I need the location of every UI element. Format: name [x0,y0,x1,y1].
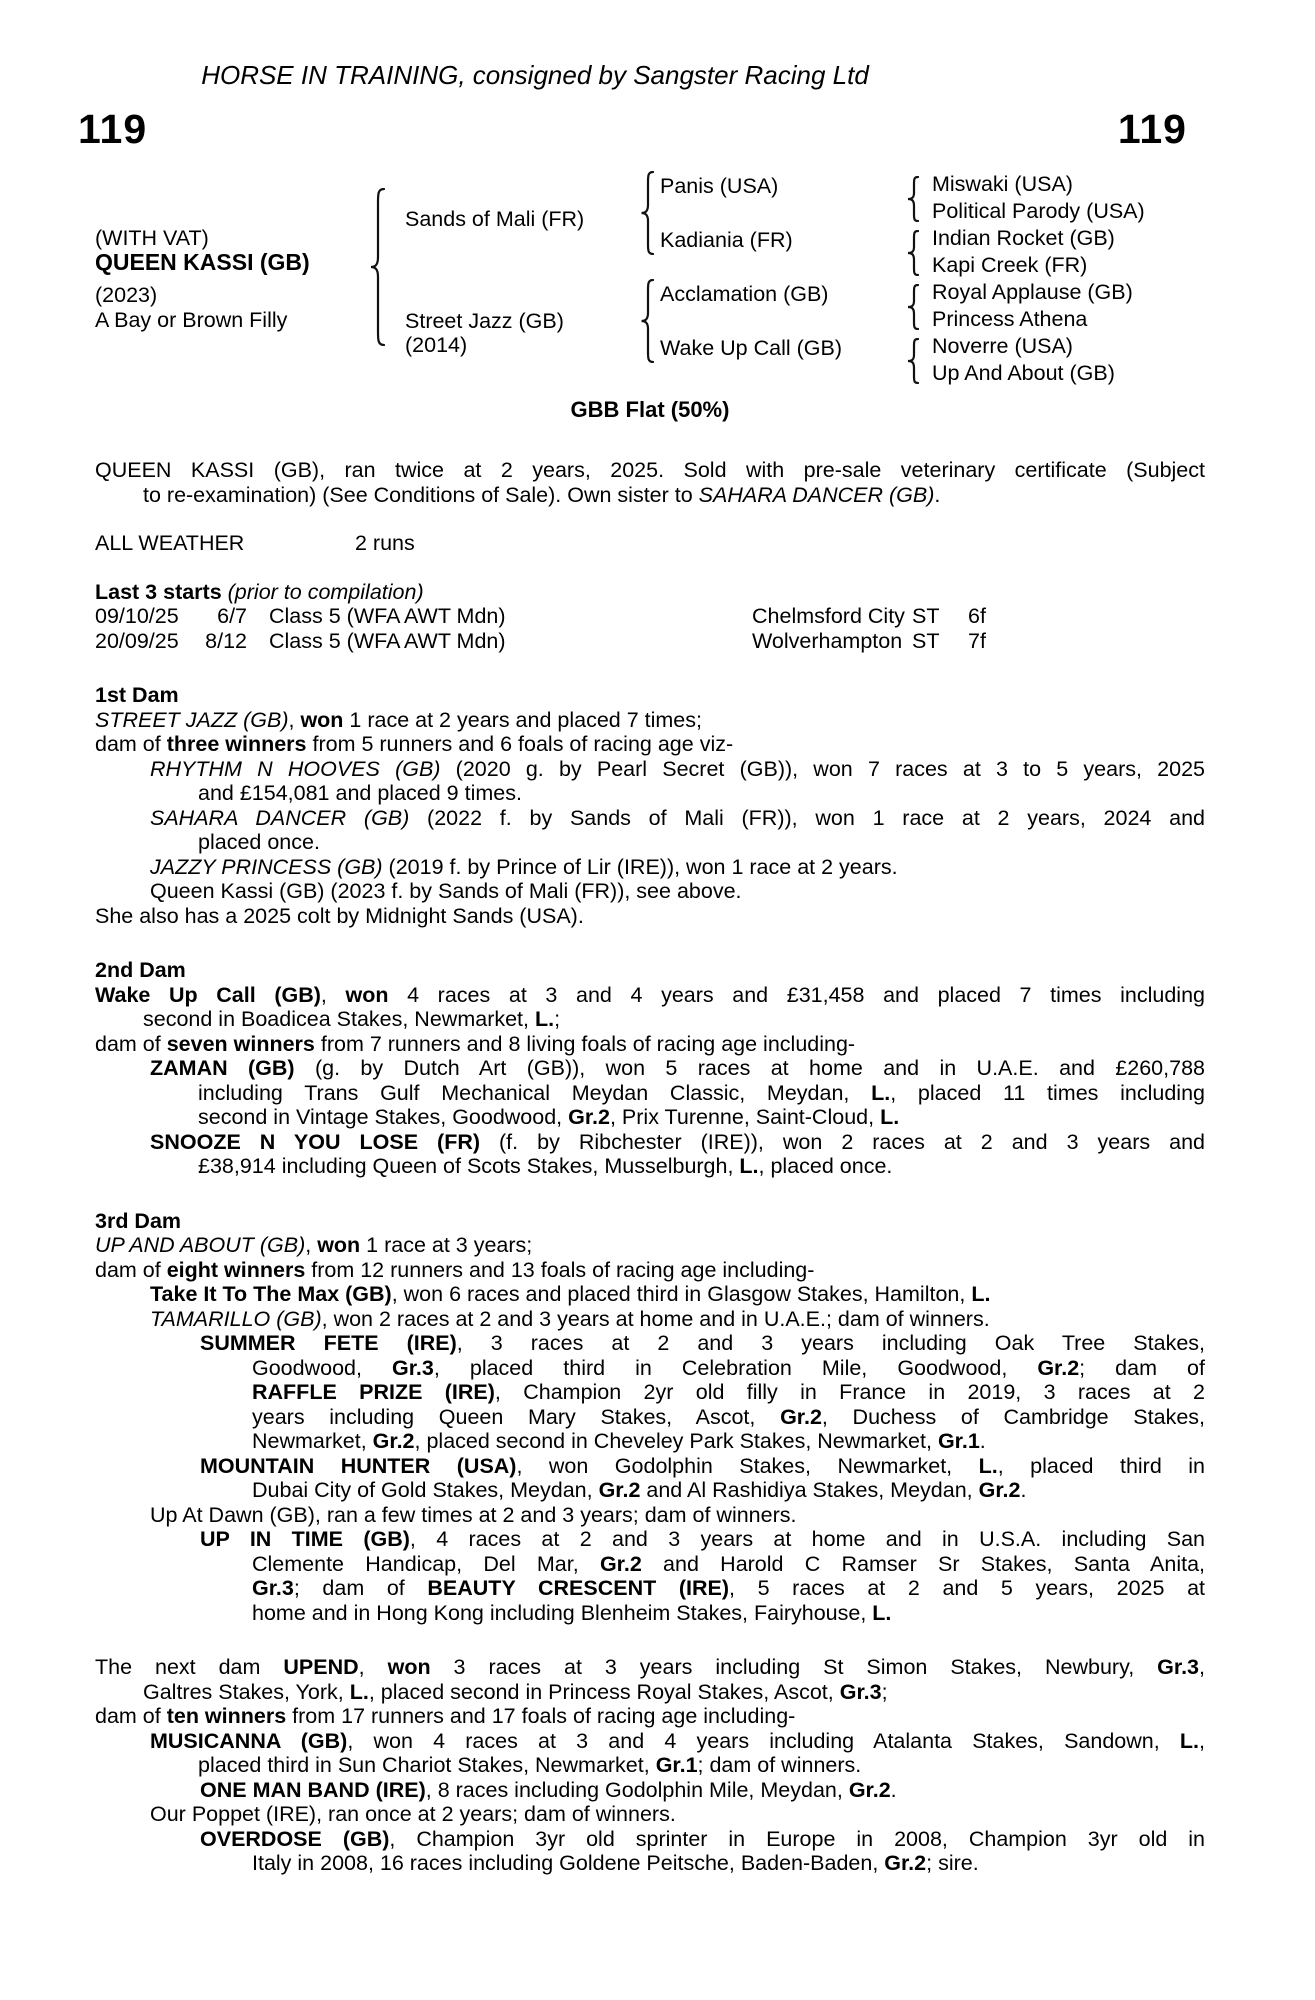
text-run: ; dam of winners. [697,1753,862,1777]
text-line [150,757,1205,782]
text-line [252,1601,1205,1626]
text-run: Clemente Handicap, Del Mar, [252,1551,600,1576]
text-run: eight winners [166,1257,306,1282]
text-run: The next dam [95,1655,284,1679]
text-run: (2019 f. by Prince of Lir (IRE)), won 1 race at 2 years. [382,854,898,879]
text-run: , won 2 races at 2 and 3 years at home and in U.A.E.; dam of winners. [321,1306,990,1331]
text-run: OVERDOSE (GB) [200,1826,390,1851]
granddam-paternal: Kadiania (FR) [660,228,793,252]
text-run: from 5 runners and 6 foals of racing age viz- [306,732,734,756]
text-run: from 7 runners and 8 living foals of racing age including- [314,1031,856,1056]
text-line [150,1802,1205,1827]
text-run: , [288,707,301,732]
text-run: 1 race at 3 years; [360,1233,533,1257]
text-run: , Duchess of Cambridge Stakes, [821,1404,1206,1429]
text-line [95,1258,1205,1283]
text-run: 1 race at 2 years and placed 7 times; [343,707,702,732]
paragraph [95,1704,1205,1729]
text-run: She also has a 2025 colt by Midnight Sands (USA). [95,903,584,928]
paragraph [95,983,1205,1032]
text-run: , [320,982,346,1007]
paragraph [95,1032,1205,1057]
paragraph [95,1655,1205,1704]
text-run: , [1199,1728,1205,1753]
text-line [95,1233,1205,1258]
intro-block [95,458,1205,507]
race-position: 8/12 [205,628,247,653]
text-run: SUMMER FETE (IRE) [200,1331,457,1355]
paragraph [95,708,1205,733]
text-run: (g. by Dutch Art (GB)), won 5 races at home and in U.A.E. and £260,788 [294,1056,1205,1080]
text-run: £38,914 including Queen of Scots Stakes, Musselburgh, [198,1154,740,1178]
text-run: . [934,482,941,507]
text-run: UPEND [283,1655,359,1679]
text-line [198,830,1205,855]
race-date: 20/09/25 [95,628,179,653]
text-run: RHYTHM N HOOVES (GB) [150,756,441,781]
text-run: ; sire. [926,1851,979,1875]
paragraph [95,458,1205,507]
race-position: 6/7 [217,604,247,628]
text-run: Queen Kassi (GB) (2023 f. by Sands of Mali (FR)), see above. [150,879,742,903]
text-run: from 17 runners and 17 foals of racing age including- [286,1704,796,1728]
text-line [200,1331,1205,1356]
text-run: TAMARILLO (GB) [150,1306,322,1331]
page-body [95,458,1205,1876]
text-run: ; [881,1679,888,1704]
text-run: ; dam of [293,1576,428,1600]
text-run: ZAMAN (GB) [150,1056,295,1080]
race-course: Wolverhampton [752,628,903,653]
text-run: (f. by Ribchester (IRE)), won 2 races at 2 and 3 years and [480,1129,1205,1154]
paragraph [95,732,1205,757]
race-course: Chelmsford City [752,604,905,628]
lot-number-right: 119 [1117,106,1187,152]
paragraph [95,1056,1205,1130]
text-run: , placed second in Cheveley Park Stakes, Newmarket, [414,1429,938,1453]
paragraph [95,1827,1205,1876]
pedigree-section [95,958,1205,1179]
race-surface: ST [912,628,940,653]
text-run: to re-examination) (See Conditions of Sale). Own sister to [143,482,699,507]
text-run: won [345,982,389,1007]
race-record-title [95,580,1205,605]
text-run: , Champion 2yr old filly in France in 2019, 3 races at 2 [494,1380,1205,1404]
text-run: , won 4 races at 3 and 4 years including Atalanta Stakes, Sandown, [347,1728,1180,1753]
compilation-note: (prior to compilation) [221,579,424,604]
text-line [95,983,1205,1008]
text-line [252,1380,1205,1405]
granddam-maternal: Wake Up Call (GB) [660,336,842,360]
text-run: L. [534,1007,555,1031]
text-run: home and in Hong Kong including Blenheim Stakes, Fairyhouse, [252,1600,873,1625]
paragraph [95,1729,1205,1778]
text-run: Gr.2 [978,1478,1021,1502]
text-line [150,1307,1205,1332]
text-run: , 3 races at 2 and 3 years including Oak Tree Stakes, [456,1331,1206,1355]
text-run: BEAUTY CRESCENT (IRE) [427,1576,730,1600]
paragraph [95,1331,1205,1454]
text-run: UP IN TIME (GB) [200,1527,410,1551]
foaling-year: (2023) [95,283,158,307]
paragraph [95,806,1205,855]
text-run: ONE MAN BAND (IRE) [200,1777,426,1802]
text-line [143,483,1205,508]
text-run: Gr.3 [392,1355,434,1380]
text-run: second in Boadicea Stakes, Newmarket, [143,1007,535,1031]
text-line [200,1454,1205,1479]
text-run: Gr.3 [839,1679,882,1704]
great-grandparent: Up And About (GB) [932,361,1115,385]
text-run: placed once. [198,830,320,854]
text-line [150,806,1205,831]
text-run: Dubai City of Gold Stakes, Meydan, [252,1478,599,1502]
text-run: L. [871,1080,891,1105]
section-heading: 2nd Dam [95,958,186,982]
paragraph [95,1130,1205,1179]
text-run: SAHARA DANCER (GB) [698,482,935,507]
text-run: , placed third in [997,1453,1205,1478]
pedigree-section [95,1209,1205,1626]
last-starts-label: Last 3 starts [95,579,222,604]
text-line [150,1729,1205,1754]
text-run: dam of [95,1031,167,1056]
text-run: placed third in Sun Chariot Stakes, Newmarket, [198,1753,656,1777]
pedigree-brace-gg4 [906,338,922,384]
paragraph [95,1802,1205,1827]
lot-number-left: 119 [78,106,148,152]
horse-name: QUEEN KASSI (GB) [95,249,310,275]
text-line [150,855,1205,880]
text-run: years including Queen Mary Stakes, Ascot, [252,1404,781,1429]
text-run: and Harold C Ramser Sr Stakes, Santa Anita, [641,1551,1206,1576]
text-run: Italy in 2008, 16 races including Goldene Peitsche, Baden-Baden, [252,1851,885,1875]
text-run: JAZZY PRINCESS (GB) [150,854,383,879]
text-run: Gr.2 [599,1551,642,1576]
text-line [95,1032,1205,1057]
paragraph [95,1778,1205,1803]
text-run: from 12 runners and 13 foals of racing age including- [305,1257,815,1282]
text-run: Gr.3 [252,1576,294,1600]
text-run: Gr.2 [848,1777,891,1802]
text-run: . [979,1429,986,1453]
text-line [150,879,1205,904]
text-line [252,1429,1205,1454]
text-line [252,1552,1205,1577]
paragraph [95,855,1205,880]
paragraph [95,879,1205,904]
text-run: , 4 races at 2 and 3 years at home and in U.S.A. including San [409,1527,1205,1551]
text-run: , placed 11 times including [890,1080,1205,1105]
text-line [143,1680,1205,1705]
text-run: Newmarket, [252,1429,373,1453]
text-run: dam of [95,732,167,756]
text-line [252,1356,1205,1381]
runs-count: 2 runs [355,531,415,555]
pedigree-brace-gg2 [906,230,922,276]
text-line [198,1081,1205,1106]
text-run: won [317,1233,361,1257]
race-row [95,604,1205,629]
sire-name: Sands of Mali (FR) [405,207,585,231]
race-distance: 7f [968,628,986,653]
text-run: , [358,1655,388,1679]
paragraph [95,1258,1205,1283]
paragraph [95,1503,1205,1528]
text-run: and £154,081 and placed 9 times. [198,781,522,805]
text-run: Gr.1 [937,1429,980,1453]
text-run: Gr.2 [780,1404,822,1429]
text-line [252,1851,1205,1876]
text-run: (2020 g. by Pearl Secret (GB)), won 7 races at 3 to 5 years, 2025 [440,756,1206,781]
dam-name: Street Jazz (GB) [405,309,564,333]
text-line [95,732,1205,757]
text-run: L. [872,1600,892,1625]
paragraph [95,1307,1205,1332]
text-run: L. [978,1453,998,1478]
text-run: ; [554,1007,561,1031]
text-line [95,458,1205,483]
text-line [198,1154,1205,1179]
text-run: , 5 races at 2 and 5 years, 2025 at [729,1576,1205,1600]
text-run: (2022 f. by Sands of Mali (FR)), won 1 race at 2 years, 2024 and [409,805,1206,830]
text-run: SAHARA DANCER (GB) [150,805,410,830]
text-run: . [890,1777,897,1802]
great-grandparent: Princess Athena [932,307,1088,331]
pedigree-brace-gg3 [906,284,922,330]
text-run: Take It To The Max (GB) [150,1282,392,1306]
text-line [150,1282,1205,1307]
text-line [150,1130,1205,1155]
pedigree-section [95,1655,1205,1876]
text-line [95,708,1205,733]
text-run: Gr.2 [568,1105,610,1129]
text-run: seven winners [166,1031,315,1056]
horse-description: A Bay or Brown Filly [95,308,288,332]
text-line [252,1576,1205,1601]
pedigree-brace-sire [640,171,656,255]
text-run: Galtres Stakes, York, [143,1679,350,1704]
paragraph [95,1233,1205,1258]
text-line [143,1007,1205,1032]
text-run: Gr.1 [655,1753,698,1777]
text-run: SNOOZE N YOU LOSE (FR) [150,1129,481,1154]
great-grandparent: Noverre (USA) [932,334,1073,358]
surface-label: ALL WEATHER [95,531,245,555]
race-class: Class 5 (WFA AWT Mdn) [269,628,506,653]
dam-year: (2014) [405,333,468,357]
text-line [198,1105,1205,1130]
text-line [252,1405,1205,1430]
text-run: Wake Up Call (GB) [95,982,321,1007]
text-line [150,1056,1205,1081]
text-run: , [305,1233,318,1257]
text-line [200,1778,1205,1803]
text-run: three winners [166,732,307,756]
text-run: Up At Dawn (GB), ran a few times at 2 and 3 years; dam of winners. [150,1502,797,1527]
great-grandparent: Kapi Creek (FR) [932,253,1088,277]
page-header: HORSE IN TRAINING, consigned by Sangster Racing Ltd [201,60,869,90]
race-row [95,629,1205,654]
paragraph [95,1527,1205,1625]
text-line [150,1503,1205,1528]
pedigree-brace-main [370,188,386,346]
text-line [200,1827,1205,1852]
text-line [95,1704,1205,1729]
text-run: UP AND ABOUT (GB) [95,1233,306,1257]
text-run: dam of [95,1257,167,1282]
text-line [252,1478,1205,1503]
pedigree-brace-gg1 [906,176,922,222]
text-run: and Al Rashidiya Stakes, Meydan, [640,1478,979,1502]
text-run: , Champion 3yr old sprinter in Europe in 2008, Champion 3yr old in [389,1826,1205,1851]
text-line [95,904,1205,929]
text-run: , placed third in Celebration Mile, Goodwood, [433,1355,1038,1380]
text-run: ten winners [166,1704,287,1728]
text-run: Gr.3 [1157,1655,1200,1679]
race-distance: 6f [968,604,986,628]
pedigree-section [95,683,1205,928]
text-run: dam of [95,1704,167,1728]
text-line [200,1527,1205,1552]
text-run: , placed second in Princess Royal Stakes, Ascot, [368,1679,840,1704]
text-run: 3 races at 3 years including St Simon Stakes, Newbury, [430,1655,1158,1679]
text-run: L. [880,1105,900,1129]
gbb-banner: GBB Flat (50%) [570,397,730,422]
text-run: , placed once. [758,1154,893,1178]
text-run: , won Godolphin Stakes, Newmarket, [516,1453,979,1478]
text-run: Gr.2 [372,1429,415,1453]
vat-note: (WITH VAT) [95,226,209,250]
all-weather-row [95,531,1205,556]
text-run: L. [971,1282,991,1306]
paragraph [95,904,1205,929]
pedigree-brace-dam [640,279,656,363]
text-line [198,781,1205,806]
text-run: L. [739,1154,759,1178]
text-run: , won 6 races and placed third in Glasgow Stakes, Hamilton, [391,1282,972,1306]
text-run: Gr.2 [1037,1355,1080,1380]
great-grandparent: Miswaki (USA) [932,172,1073,196]
section-heading: 3rd Dam [95,1208,182,1233]
text-run: . [1020,1478,1027,1502]
grandsire-paternal: Panis (USA) [660,174,779,198]
text-run: Goodwood, [252,1355,393,1380]
race-record [95,580,1205,654]
dam-sections [95,683,1205,1876]
great-grandparent: Royal Applause (GB) [932,280,1133,304]
text-run: QUEEN KASSI (GB), ran twice at 2 years, 2025. Sold with pre-sale veterinary certificate (Subject [95,458,1205,482]
text-run: , Prix Turenne, Saint-Cloud, [609,1105,881,1129]
section-heading: 1st Dam [95,683,179,707]
paragraph [95,1282,1205,1307]
race-class: Class 5 (WFA AWT Mdn) [269,604,506,628]
text-run: L. [349,1679,369,1704]
text-run: MUSICANNA (GB) [150,1728,348,1753]
text-run: won [387,1655,431,1679]
text-run: , 8 races including Godolphin Mile, Meydan, [425,1777,849,1802]
text-run: including Trans Gulf Mechanical Meydan Classic, Meydan, [198,1080,872,1105]
text-run: won [300,707,344,732]
great-grandparent: Indian Rocket (GB) [932,226,1115,250]
text-run: 4 races at 3 and 4 years and £31,458 and placed 7 times including [388,982,1205,1007]
text-run: RAFFLE PRIZE (IRE) [252,1380,495,1404]
race-surface: ST [912,604,940,628]
text-line [198,1753,1205,1778]
text-run: second in Vintage Stakes, Goodwood, [198,1105,569,1129]
great-grandparent: Political Parody (USA) [932,199,1145,223]
text-run: , [1199,1655,1205,1679]
paragraph [95,1454,1205,1503]
text-run: ; dam of [1079,1355,1205,1380]
text-run: Gr.2 [598,1478,641,1502]
text-run: Gr.2 [884,1851,927,1875]
text-run: STREET JAZZ (GB) [95,707,289,732]
text-line [95,1655,1205,1680]
grandsire-maternal: Acclamation (GB) [660,282,829,306]
text-run: MOUNTAIN HUNTER (USA) [200,1453,517,1478]
text-run: L. [1179,1728,1200,1753]
paragraph [95,757,1205,806]
text-run: Our Poppet (IRE), ran once at 2 years; dam of winners. [150,1802,676,1826]
race-date: 09/10/25 [95,604,179,628]
